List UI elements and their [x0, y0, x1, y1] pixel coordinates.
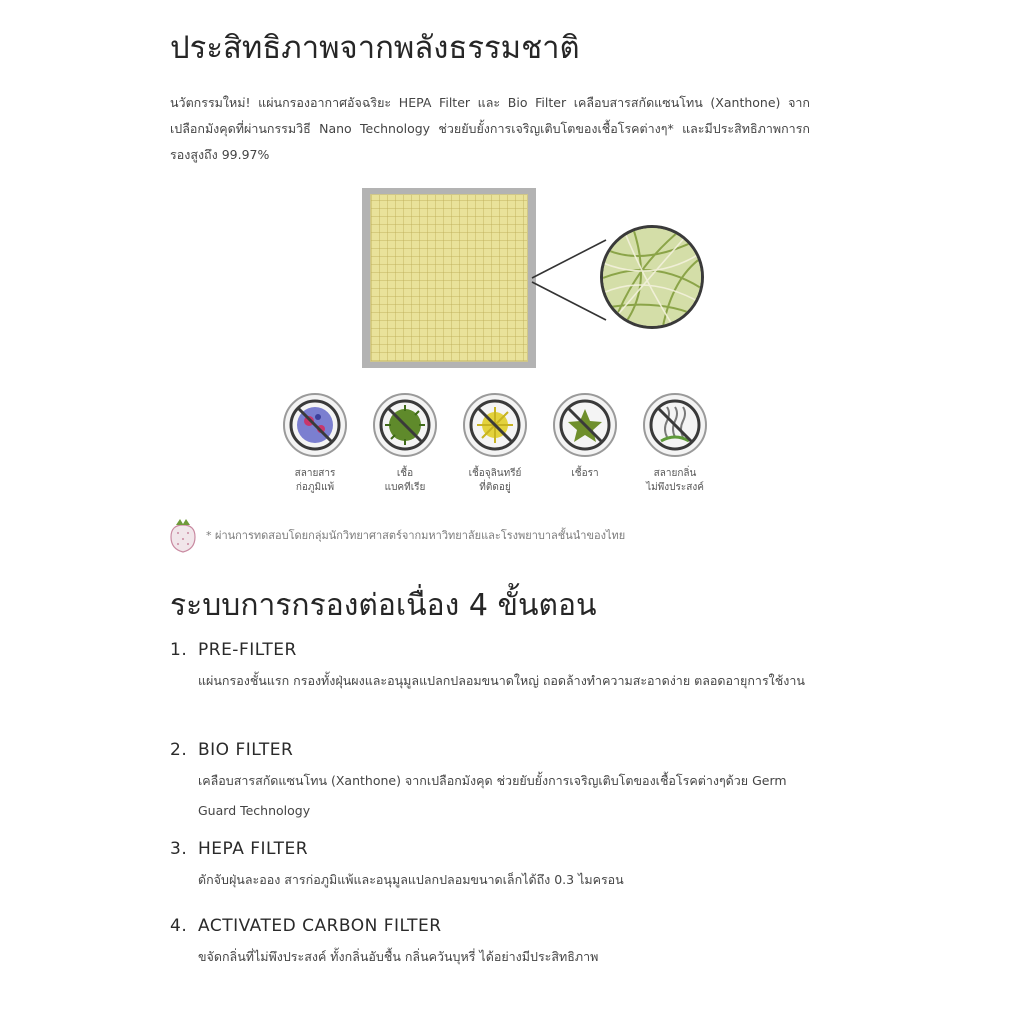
footnote: [168, 515, 625, 555]
no-bacteria-icon: [373, 393, 437, 457]
step-description: ขจัดกลิ่นที่ไม่พึงประสงค์ ทั้งกลิ่นอับชื้น กลิ่นควันบุหรี่ ได้อย่างมีประสิทธิภาพ: [198, 949, 599, 964]
step-pre-filter: [170, 640, 808, 696]
step-name: BIO FILTER: [198, 740, 294, 760]
step-name: PRE-FILTER: [198, 640, 297, 660]
step-title: [170, 839, 808, 859]
feature-odor: [630, 393, 720, 495]
step-activated-carbon-filter: [170, 916, 808, 972]
footnote-text: * ผ่านการทดสอบโดยกลุ่มนักวิทยาศาสตร์จากมหาวิทยาลัยและโรงพยาบาลชั้นนำของไทย: [206, 529, 626, 542]
efficacy-heading: ประสิทธิภาพจากพลังธรรมชาติ: [170, 30, 580, 66]
intro-paragraph: นวัตกรรมใหม่! แผ่นกรองอากาศอัจฉริยะ HEPA Filter และ Bio Filter เคลือบสารสกัดแซนโทน (Xanthone) จากเปลือกมังคุดที่ผ่านกรรมวิธี Nano Technology ช่วยยับยั้งการเจริญเติบโตของเชื้อโรคต่างๆ* และมีประสิทธิภาพการกรองสูงถึง 99.97%: [170, 95, 810, 162]
step-description: แผ่นกรองชั้นแรก กรองทั้งฝุ่นผงและอนุมูลแปลกปลอมขนาดใหญ่ ถอดล้างทำความสะอาดง่าย ตลอดอายุการใช้งาน: [198, 673, 805, 688]
system-heading: ระบบการกรองต่อเนื่อง 4 ขั้นตอน: [170, 588, 597, 623]
step-name: HEPA FILTER: [198, 839, 309, 859]
no-fungus-icon: [463, 393, 527, 457]
fiber-closeup-image: [600, 225, 704, 329]
feature-bacteria: [360, 393, 450, 495]
step-number: 4.: [170, 916, 188, 936]
step-number: 2.: [170, 740, 188, 760]
feature-allergen: [270, 393, 360, 495]
step-name: ACTIVATED CARBON FILTER: [198, 916, 442, 936]
step-number: 3.: [170, 839, 188, 859]
feature-mold: [540, 393, 630, 481]
no-odor-icon: [643, 393, 707, 457]
feature-icons: [270, 393, 740, 508]
step-number: 1.: [170, 640, 188, 660]
feature-label: สลายสาร ก่อภูมิแพ้: [294, 468, 336, 493]
step-title: [170, 740, 808, 760]
feature-label: สลายกลิ่น ไม่พึงประสงค์: [646, 468, 704, 493]
hepa-filter-image: [362, 188, 536, 368]
zoom-callout-lines: [530, 230, 610, 330]
feature-label: เชื้อจุลินทรีย์ ที่ติดอยู่: [468, 468, 522, 493]
step-title: [170, 640, 808, 660]
step-title: [170, 916, 808, 936]
feature-label: เชื้อ แบคทีเรีย: [384, 468, 426, 493]
step-description: เคลือบสารสกัดแซนโทน (Xanthone) จากเปลือกมังคุด ช่วยยับยั้งการเจริญเติบโตของเชื้อโรคต่างๆด้วย Germ Guard Technology: [198, 773, 787, 818]
feature-fungus: [450, 393, 540, 495]
step-bio-filter: [170, 740, 808, 826]
no-allergen-icon: [283, 393, 347, 457]
no-mold-icon: [553, 393, 617, 457]
feature-label: เชื้อรา: [571, 468, 599, 479]
step-hepa-filter: [170, 839, 808, 895]
strawberry-logo-icon: [168, 517, 198, 553]
filter-panel: [370, 194, 528, 362]
step-description: ดักจับฝุ่นละออง สารก่อภูมิแพ้และอนุมูลแปลกปลอมขนาดเล็กได้ถึง 0.3 ไมครอน: [198, 872, 624, 887]
